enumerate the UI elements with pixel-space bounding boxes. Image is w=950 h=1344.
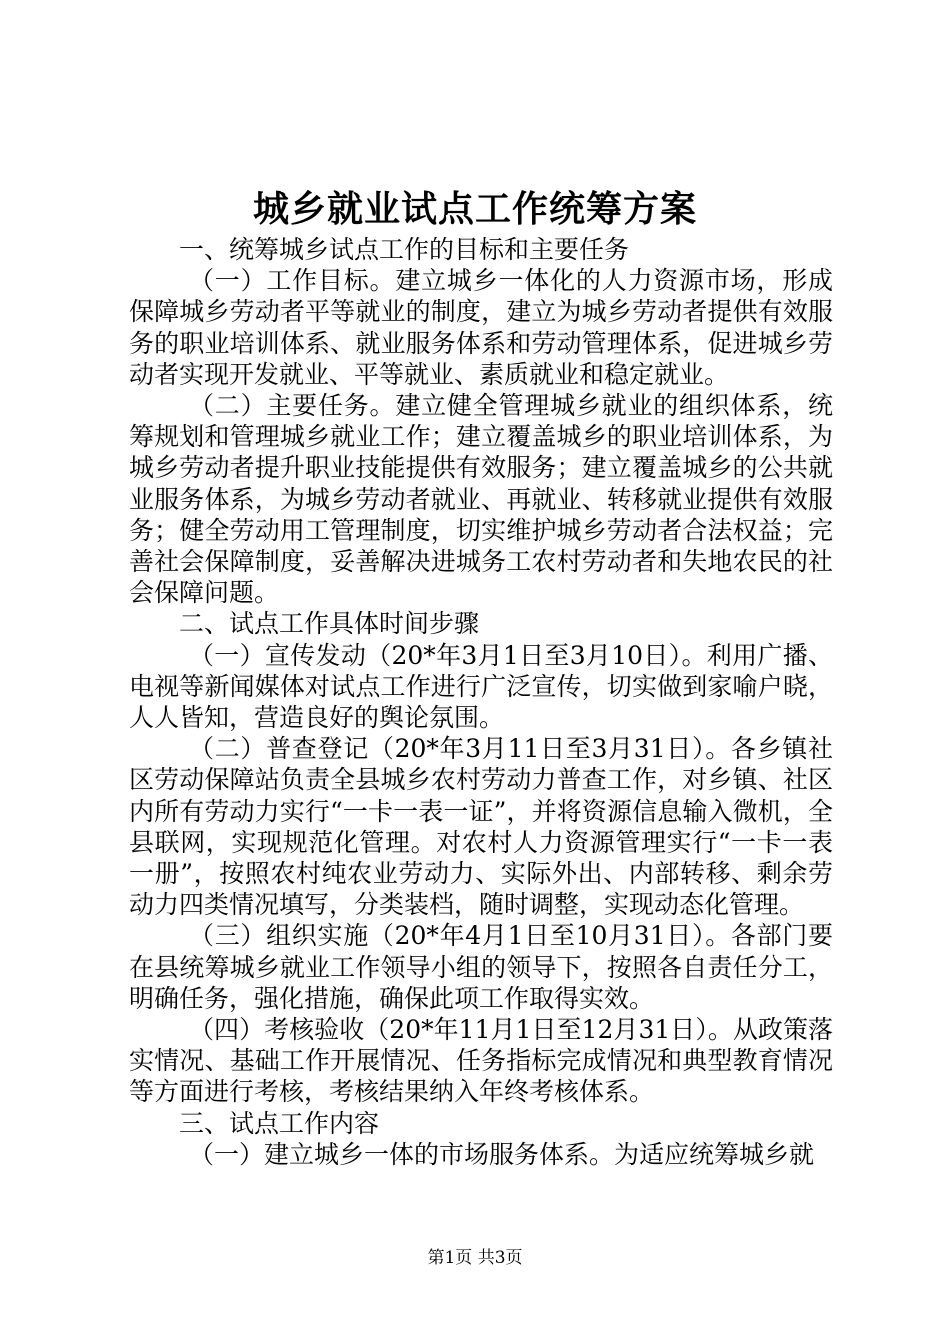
section-heading-1: 一、统筹城乡试点工作的目标和主要任务: [179, 235, 630, 264]
paragraph-assessment: （四）考核验收（20*年11月1日至12月31日）。从政策落实情况、基础工作开展情况、任务指标完成情况和典型教育情况等方面进行考核，考核结果纳入年终考核体系。: [129, 1015, 833, 1107]
paragraph-work-goal: （一）工作目标。建立城乡一体化的人力资源市场，形成保障城乡劳动者平等就业的制度，建立为城乡劳动者提供有效服务的职业培训体系、就业服务体系和劳动管理体系，促进城乡劳动者实现开发就业、平等就业、素质就业和稳定就业。: [129, 266, 833, 389]
paragraph-main-tasks: （二）主要任务。建立健全管理城乡就业的组织体系，统筹规划和管理城乡就业工作；建立覆盖城乡的职业培训体系，为城乡劳动者提升职业技能提供有效服务；建立覆盖城乡的公共就业服务体系，为城乡劳动者就业、再就业、转移就业提供有效服务；健全劳动用工管理制度，切实维护城乡劳动者合法权益；完善社会保障制度，妥善解决进城务工农村劳动者和失地农民的社会保障问题。: [129, 391, 833, 608]
section-heading-3: 三、试点工作内容: [179, 1108, 380, 1138]
document-body: [129, 234, 833, 1170]
paragraph-census-registration: （二）普查登记（20*年3月11日至3月31日）。各乡镇社区劳动保障站负责全县城乡农村劳动力普查工作，对乡镇、社区内所有劳动力实行“一卡一表一证”，并将资源信息输入微机，全县联网，实现规范化管理。对农村人力资源管理实行“一卡一表一册”，按照农村纯农业劳动力、实际外出、内部转移、剩余劳动力四类情况填写，分类装档，随时调整，实现动态化管理。: [129, 734, 833, 920]
paragraph-market-service: （一）建立城乡一体的市场服务体系。为适应统筹城乡就: [189, 1139, 815, 1169]
paragraph-publicity: （一）宣传发动（20*年3月1日至3月10日）。利用广播、电视等新闻媒体对试点工作进行广泛宣传，切实做到家喻户晓，人人皆知，营造良好的舆论氛围。: [129, 640, 833, 733]
section-heading-2: 二、试点工作具体时间步骤: [179, 609, 480, 639]
paragraph-implementation: （三）组织实施（20*年4月1日至10月31日）。各部门要在县统筹城乡就业工作领导小组的领导下，按照各自责任分工，明确任务，强化措施，确保此项工作取得实效。: [129, 921, 833, 1013]
page-footer: 第1页 共3页: [427, 1248, 523, 1268]
document-title: 城乡就业试点工作统筹方案: [252, 188, 697, 230]
